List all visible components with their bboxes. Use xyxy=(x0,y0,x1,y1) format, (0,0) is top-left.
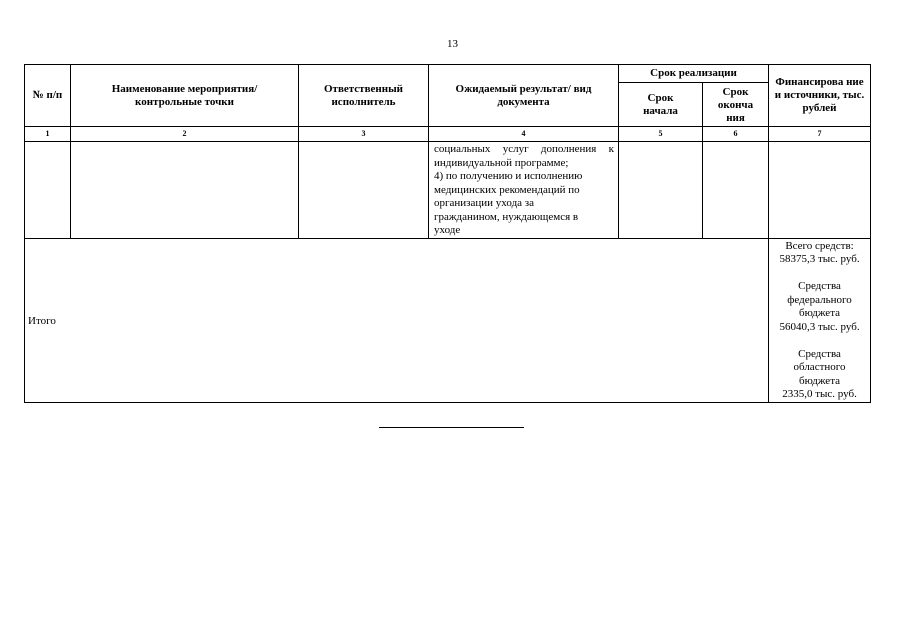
column-number: 2 xyxy=(71,127,299,142)
header-name: Наименование мероприятия/ контрольные точки xyxy=(71,65,299,127)
page-number: 13 xyxy=(447,38,458,50)
column-number: 3 xyxy=(299,127,429,142)
federal-label: Средства xyxy=(798,280,841,292)
events-table xyxy=(24,64,871,403)
column-number-row xyxy=(25,127,871,142)
total-funding-cell xyxy=(769,239,871,403)
result-line: 4) по получению и исполнению xyxy=(434,170,583,183)
total-all-value: 58375,3 тыс. руб. xyxy=(779,253,860,265)
header-start: Срок начала xyxy=(619,83,703,127)
column-number: 5 xyxy=(619,127,703,142)
num-cell xyxy=(25,142,71,239)
federal-label: федерального xyxy=(787,293,852,306)
table-row xyxy=(25,142,871,239)
responsible-cell xyxy=(299,142,429,239)
header-result: Ожидаемый результат/ вид документа xyxy=(429,65,619,127)
regional-label: бюджета xyxy=(799,374,841,387)
funding-cell xyxy=(769,142,871,239)
result-cell xyxy=(429,142,619,239)
result-line: уходе xyxy=(434,224,461,237)
header-funding: Финансирова ние и источники, тыс. рублей xyxy=(769,65,871,127)
column-number: 7 xyxy=(769,127,871,142)
header-period: Срок реализации xyxy=(619,65,769,83)
federal-label: бюджета xyxy=(799,307,841,319)
header-num: № п/п xyxy=(25,65,71,127)
name-cell xyxy=(71,142,299,239)
total-row xyxy=(25,239,871,403)
end-cell xyxy=(703,142,769,239)
total-label-cell xyxy=(25,239,769,403)
result-line: социальных услуг дополнения к xyxy=(434,143,614,156)
regional-label: Средства xyxy=(798,347,841,360)
column-number: 1 xyxy=(25,127,71,142)
federal-value: 56040,3 тыс. руб. xyxy=(779,320,860,333)
header-end: Срок оконча ния xyxy=(703,83,769,127)
result-line: гражданином, нуждающемся в xyxy=(434,210,579,223)
start-cell xyxy=(619,142,703,239)
column-number: 6 xyxy=(703,127,769,142)
regional-value: 2335,0 тыс. руб. xyxy=(782,388,857,400)
end-divider xyxy=(379,427,524,428)
result-line: организации ухода за xyxy=(434,197,535,210)
result-line: медицинских рекомендаций по xyxy=(434,183,580,196)
total-all-label: Всего средств: xyxy=(785,239,854,252)
result-line: индивидуальной программе; xyxy=(434,156,569,169)
header-responsible: Ответственный исполнитель xyxy=(299,65,429,127)
regional-label: областного xyxy=(793,361,846,373)
total-label: Итого xyxy=(28,314,56,327)
column-number: 4 xyxy=(429,127,619,142)
